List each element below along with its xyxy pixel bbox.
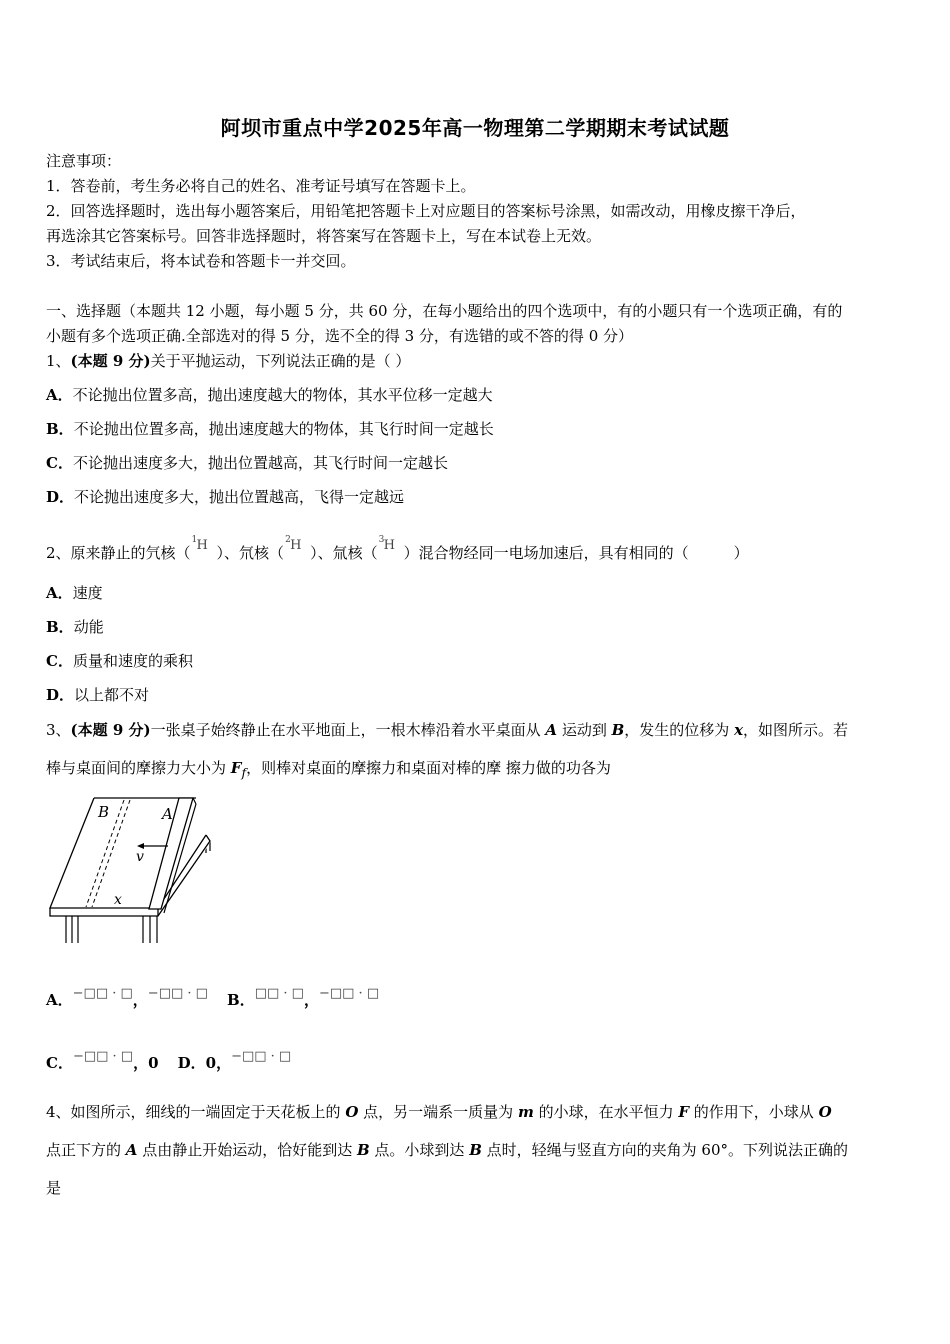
q3-text: 棒与桌面间的摩擦力大小为 — [46, 759, 231, 777]
q1-stem — [46, 351, 410, 371]
option-label: A． — [46, 386, 73, 404]
formula-image: □□ · □ — [254, 986, 304, 1001]
q3-text: ，如图所示。若 — [743, 721, 849, 739]
q4-stem-line1 — [46, 1102, 832, 1122]
element-symbol: H — [383, 538, 395, 553]
q3-text: ，发生的位移为 — [624, 721, 735, 739]
var-a: A — [125, 1141, 138, 1159]
option-value: 0 — [148, 1054, 159, 1072]
element-symbol: H — [196, 538, 208, 553]
q4-stem-line3: 是 — [46, 1179, 62, 1197]
q4-text: 点由静止开始运动，恰好能到达 — [137, 1141, 357, 1159]
var-b: B — [611, 721, 625, 739]
q4-text: 点，另一端系一质量为 — [358, 1103, 518, 1121]
q2-option-d — [46, 685, 149, 705]
separator: ， — [133, 1054, 149, 1072]
figure-label-b: B — [98, 803, 110, 821]
notice-heading: 注意事项： — [46, 152, 122, 170]
q1-number: 1、 — [46, 352, 71, 370]
option-text: 不论抛出位置多高，抛出速度越大的物体，其飞行时间一定越长 — [73, 420, 494, 438]
q2-stem — [46, 534, 749, 563]
var-f-subscript: f — [241, 765, 247, 780]
q3-stem-line2 — [46, 758, 611, 783]
page-title: 阿坝市重点中学2025年高一物理第二学期期末考试试题 — [220, 116, 730, 140]
option-text: 速度 — [72, 584, 103, 602]
var-o: O — [818, 1103, 832, 1121]
q4-text: 点。小球到达 — [369, 1141, 470, 1159]
q3-score: (本题 9 分) — [70, 721, 151, 739]
option-label: B． — [46, 618, 74, 636]
option-text: 不论抛出速度多大，抛出位置越高，其飞行时间一定越长 — [72, 454, 448, 472]
mass-number: 3 — [378, 535, 385, 545]
element-symbol: H — [290, 538, 302, 553]
notice-item: 1．答卷前，考生务必将自己的姓名、准考证号填写在答题卡上。 — [46, 177, 476, 195]
q2-text: ）、氚核（ — [310, 544, 378, 562]
mass-number: 1 — [191, 535, 198, 545]
nuclide-tritium — [378, 534, 404, 562]
q2-option-a — [46, 583, 103, 603]
figure-label-v: v — [136, 849, 144, 865]
var-b: B — [469, 1141, 482, 1159]
option-label: C． — [46, 652, 73, 670]
option-label: D． — [177, 1054, 206, 1072]
option-label: C． — [46, 454, 73, 472]
option-text: 不论抛出位置多高，抛出速度越大的物体，其水平位移一定越大 — [72, 386, 493, 404]
q4-text: 的小球，在水平恒力 — [533, 1103, 679, 1121]
q3-text: 运动到 — [557, 721, 612, 739]
q3-options-ab — [46, 986, 380, 1012]
option-label: A． — [46, 991, 73, 1009]
q3-stem-line1 — [46, 720, 848, 740]
section-header: 一、选择题（本题共 12 小题，每小题 5 分，共 60 分，在每小题给出的四个选项中，有的小题只有一个选项正确，有的 — [46, 302, 843, 320]
q4-text: 4、如图所示，细线的一端固定于天花板上的 — [46, 1103, 346, 1121]
var-b: B — [356, 1141, 370, 1159]
figure-label-x: x — [114, 892, 122, 908]
q4-stem-line2 — [46, 1140, 848, 1160]
var-o: O — [345, 1103, 359, 1121]
option-text: 以上都不对 — [74, 686, 150, 704]
notice-item: 3．考试结束后，将本试卷和答题卡一并交回。 — [46, 252, 356, 270]
option-text: 动能 — [73, 618, 104, 636]
section-header-cont: 小题有多个选项正确.全部选对的得 5 分，选不全的得 3 分，有选错的或不答的得 0 分） — [46, 327, 634, 345]
formula-image: −□□ · □ — [231, 1049, 292, 1064]
q1-option-b — [46, 419, 494, 439]
var-f: F — [678, 1103, 690, 1121]
var-m: m — [517, 1103, 534, 1121]
q3-options-cd — [46, 1049, 292, 1075]
q1-option-d — [46, 487, 404, 507]
formula-image: −□□ · □ — [72, 1049, 134, 1064]
notice-item: 再选涂其它答案标号。回答非选择题时，将答案写在答题卡上，写在本试卷上无效。 — [46, 227, 602, 245]
var-f: F — [230, 759, 242, 777]
q2-option-c — [46, 651, 193, 671]
q2-text: ）、氘核（ — [216, 544, 285, 562]
q2-text: 2、原来静止的氕核（ — [46, 544, 191, 562]
var-x: x — [734, 721, 744, 739]
separator: ， — [132, 991, 148, 1009]
option-label: C． — [46, 1054, 73, 1072]
q1-option-a — [46, 385, 493, 405]
q1-score: (本题 9 分) — [70, 352, 151, 370]
option-label: D． — [46, 488, 75, 506]
q4-text: 的作用下，小球从 — [689, 1103, 819, 1121]
notice-item: 2．回答选择题时，选出每小题答案后，用铅笔把答题卡上对应题目的答案标号涂黑，如需改动，用橡皮擦干净后， — [46, 202, 806, 220]
option-value: 0， — [205, 1054, 232, 1072]
q4-text: 点正下方的 — [46, 1141, 126, 1159]
q1-text: 关于平抛运动，下列说法正确的是（ ） — [150, 352, 411, 370]
nuclide-protium — [191, 534, 217, 562]
option-text: 质量和速度的乘积 — [72, 652, 193, 670]
figure-label-a: A — [162, 805, 173, 823]
q3-text: 一张桌子始终静止在水平地面上，一根木棒沿着水平桌面从 — [150, 721, 546, 739]
separator: ， — [303, 991, 319, 1009]
q2-option-b — [46, 617, 104, 637]
option-label: B． — [46, 420, 74, 438]
q1-option-c — [46, 453, 448, 473]
var-a: A — [545, 721, 558, 739]
q2-text: ）混合物经同一电场加速后，具有相同的（ ） — [403, 544, 749, 562]
formula-image: −□□ · □ — [318, 986, 380, 1001]
mass-number: 2 — [285, 535, 291, 545]
q3-text: ，则棒对桌面的摩擦力和桌面对棒的摩 擦力做的功各为 — [246, 759, 611, 777]
formula-image: −□□ · □ — [147, 986, 208, 1001]
table-rod-figure — [46, 795, 221, 945]
option-label: B． — [227, 991, 255, 1009]
option-label: D． — [46, 686, 75, 704]
nuclide-deuterium — [284, 534, 310, 562]
formula-image: −□□ · □ — [72, 986, 133, 1001]
option-label: A． — [46, 584, 73, 602]
q3-number: 3、 — [46, 721, 71, 739]
q4-text: 点时，轻绳与竖直方向的夹角为 60°。下列说法正确的 — [481, 1141, 849, 1159]
option-text: 不论抛出速度多大，抛出位置越高，飞得一定越远 — [74, 488, 405, 506]
